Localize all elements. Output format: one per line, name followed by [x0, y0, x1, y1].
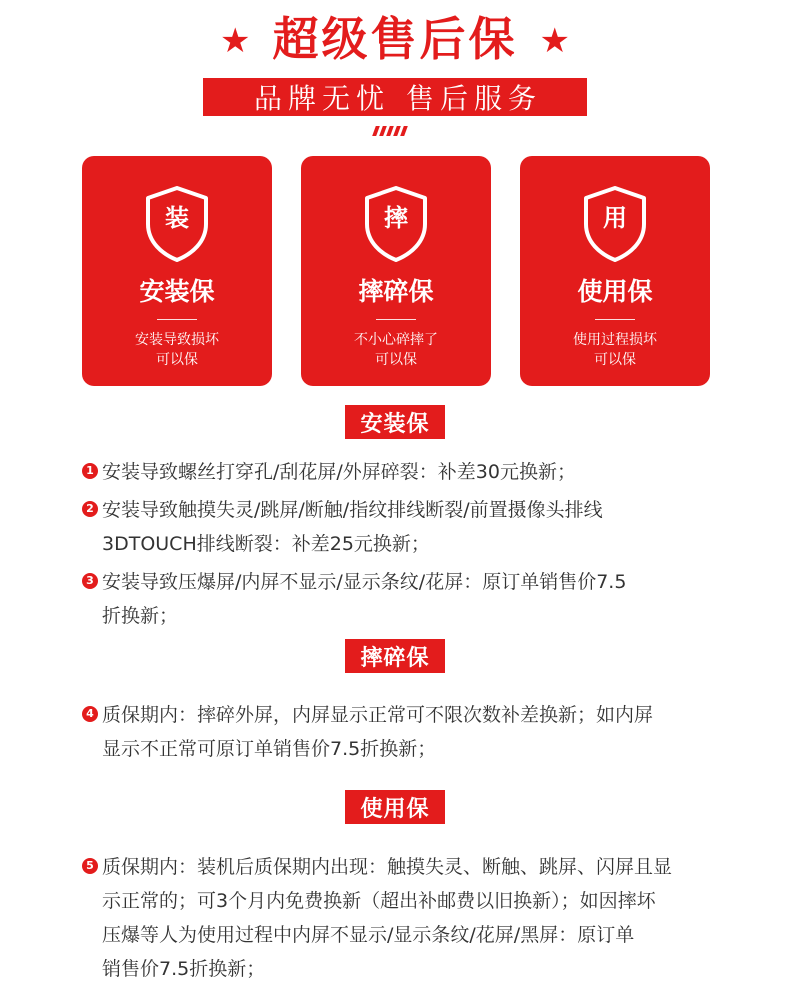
item-line: 安装导致触摸失灵/跳屏/断触/指纹排线断裂/前置摄像头排线 [102, 499, 603, 521]
shield-icon [580, 184, 650, 264]
card-desc-line1: 安装导致损坏 [135, 332, 219, 348]
section-label-use: 使用保 [345, 790, 445, 824]
card-title: 安装保 [139, 277, 215, 306]
item-number-badge: 4 [82, 706, 98, 722]
card-title: 摔碎保 [358, 277, 434, 306]
card-desc-line2: 可以保 [156, 352, 198, 368]
subtitle-right: 售后服务 [406, 82, 543, 115]
list-item [82, 565, 722, 633]
shield-char: 装 [165, 204, 189, 232]
item-line: 折换新； [102, 605, 179, 627]
item-line: 质保期内：摔碎外屏，内屏显示正常可不限次数补差换新；如内屏 [102, 704, 654, 726]
header-title-row [0, 8, 790, 70]
page-title: 超级售后保 [272, 12, 518, 66]
card-desc-line1: 不小心碎摔了 [354, 332, 438, 348]
subtitle-left: 品牌无忧 [253, 82, 390, 115]
list-item [82, 850, 722, 986]
star-icon-right: ★ [539, 21, 570, 61]
card-divider [157, 319, 197, 320]
item-line: 销售价7.5折换新； [102, 958, 266, 980]
item-line: 3DTOUCH排线断裂：补差25元换新； [102, 533, 430, 555]
card-divider [595, 319, 635, 320]
card-desc-line2: 可以保 [375, 352, 417, 368]
card-description [520, 330, 710, 370]
item-line: 显示不正常可原订单销售价7.5折换新； [102, 738, 437, 760]
card-description [82, 330, 272, 370]
list-item [82, 698, 722, 766]
section-label-drop: 摔碎保 [345, 639, 445, 673]
item-line: 压爆等人为使用过程中内屏不显示/显示条纹/花屏/黑屏：原订单 [102, 924, 635, 946]
card-drop [301, 156, 491, 386]
item-line: 质保期内：装机后质保期内出现：触摸失灵、断触、跳屏、闪屏且显 [102, 856, 673, 878]
item-line: 安装导致压爆屏/内屏不显示/显示条纹/花屏：原订单销售价7.5 [102, 571, 627, 593]
card-use [520, 156, 710, 386]
item-number-badge: 5 [82, 858, 98, 874]
section-label-install: 安装保 [345, 405, 445, 439]
item-number-badge: 2 [82, 501, 98, 517]
shield-char: 用 [603, 204, 627, 232]
item-line: 安装导致螺丝打穿孔/刮花屏/外屏碎裂：补差30元换新； [102, 461, 576, 483]
card-desc-line1: 使用过程损坏 [573, 332, 657, 348]
card-description [301, 330, 491, 370]
item-number-badge: 1 [82, 463, 98, 479]
card-title: 使用保 [577, 277, 653, 306]
shield-char: 摔 [384, 204, 408, 232]
card-install [82, 156, 272, 386]
card-divider [376, 319, 416, 320]
item-line: 示正常的；可3个月内免费换新（超出补邮费以旧换新）；如因摔坏 [102, 890, 656, 912]
subtitle-banner [203, 78, 587, 116]
list-item [82, 493, 722, 561]
star-icon-left: ★ [220, 21, 251, 61]
decorative-ticks [374, 126, 420, 136]
item-number-badge: 3 [82, 573, 98, 589]
card-desc-line2: 可以保 [594, 352, 636, 368]
list-item [82, 455, 722, 489]
shield-icon [361, 184, 431, 264]
shield-icon [142, 184, 212, 264]
